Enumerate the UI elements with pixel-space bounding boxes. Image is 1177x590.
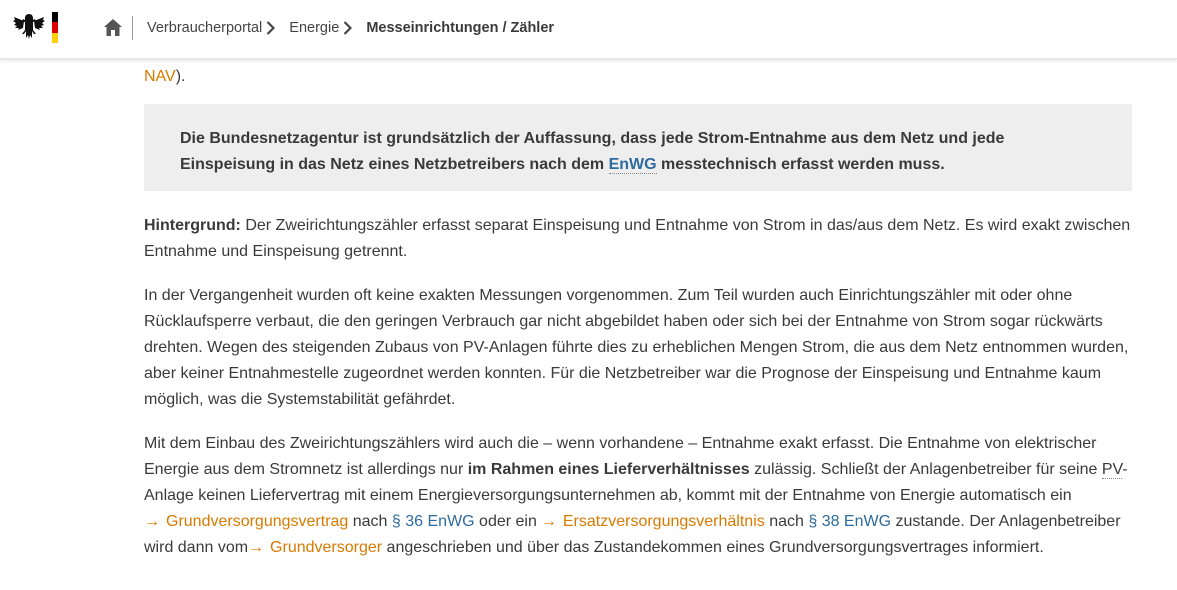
pv-abbr: PV	[1101, 461, 1123, 478]
nav-link[interactable]: NAV	[144, 68, 176, 85]
enwg-link[interactable]: EnWG	[608, 156, 657, 173]
arrow-right-icon: →	[248, 539, 265, 556]
chevron-right-icon	[266, 21, 275, 35]
paragraph-einbau: Mit dem Einbau des Zweirichtungszählers wird auch die – wenn vorhandene – Entnahme exakt erfasst. Die Entnahme von elektrischer Energie aus dem Stromnetz ist allerdings nur im Rahmen eines Lieferverhältnisses zulässig. Schließt der Anlagenbetreiber für seine PV-Anlage keinen Liefervertrag mit einem Energieversorgungsunternehmen ab, kommt mit der Entnahme von Energie automatisch ein → Grundversorgungsvertrag nach § 36 EnWG oder ein → Ersatzversorgungsverhältnis nach § 38 EnWG zustande. Der Anlagenbetreiber wird dann vom→ Grundversorger angeschrieben und über das Zustandekommen eines Grundversorgungsvertrages informiert.	[144, 435, 1128, 556]
arrow-right-icon: →	[144, 513, 160, 530]
home-icon[interactable]	[104, 19, 122, 36]
german-flag	[52, 12, 58, 43]
site-header	[0, 0, 1177, 59]
grundversorgungsvertrag-link[interactable]: → Grundversorgungsvertrag	[144, 513, 349, 530]
header-divider	[132, 16, 133, 40]
breadcrumb-link-verbraucherportal[interactable]: Verbraucherportal	[147, 20, 263, 36]
ersatzversorgung-link[interactable]: → Ersatzversorgungsverhältnis	[540, 513, 765, 530]
grundversorger-link[interactable]: → Grundversorger	[248, 539, 383, 556]
federal-eagle-icon	[13, 12, 45, 42]
paragraph-fragment: NAV).	[144, 68, 186, 85]
breadcrumb	[147, 20, 554, 36]
breadcrumb-current: Messeinrichtungen / Zähler	[366, 20, 555, 36]
arrow-right-icon: →	[540, 513, 557, 530]
paragraph-36-enwg-link[interactable]: § 36 EnWG	[391, 513, 475, 530]
paragraph-hintergrund: Hintergrund: Der Zweirichtungszähler erfasst separat Einspeisung und Entnahme von Strom in das/aus dem Netz. Es wird exakt zwischen Entnahme und Einspeisung getrennt.	[144, 217, 1131, 260]
breadcrumb-link-energie[interactable]: Energie	[289, 20, 340, 36]
paragraph-38-enwg-link[interactable]: § 38 EnWG	[808, 513, 892, 530]
chevron-right-icon	[343, 21, 352, 35]
callout-box: Die Bundesnetzagentur ist grundsätzlich der Auffassung, dass jede Strom-Entnahme aus dem Netz und jede Einspeisung in das Netz eines Netzbetreibers nach dem EnWG messtechnisch erfasst werden muss.	[144, 104, 1132, 191]
hintergrund-label: Hintergrund:	[144, 217, 241, 234]
paragraph-vergangenheit: In der Vergangenheit wurden oft keine exakten Messungen vorgenommen. Zum Teil wurden auch Einrichtungszähler mit oder ohne Rücklaufsperre verbaut, die den geringen Verbrauch gar nicht abgebildet haben oder sich bei der Entnahme von Strom sogar rückwärts drehten. Wegen des steigenden Zubaus von PV-Anlagen führte dies zu erheblichen Mengen Strom, die aus dem Netz entnommen wurden, aber keiner Entnahmestelle zugeordnet werden konnten. Für die Netzbetreiber war die Prognose der Einspeisung und Entnahme kaum möglich, was die Systemstabilität gefährdet.	[144, 287, 1129, 408]
